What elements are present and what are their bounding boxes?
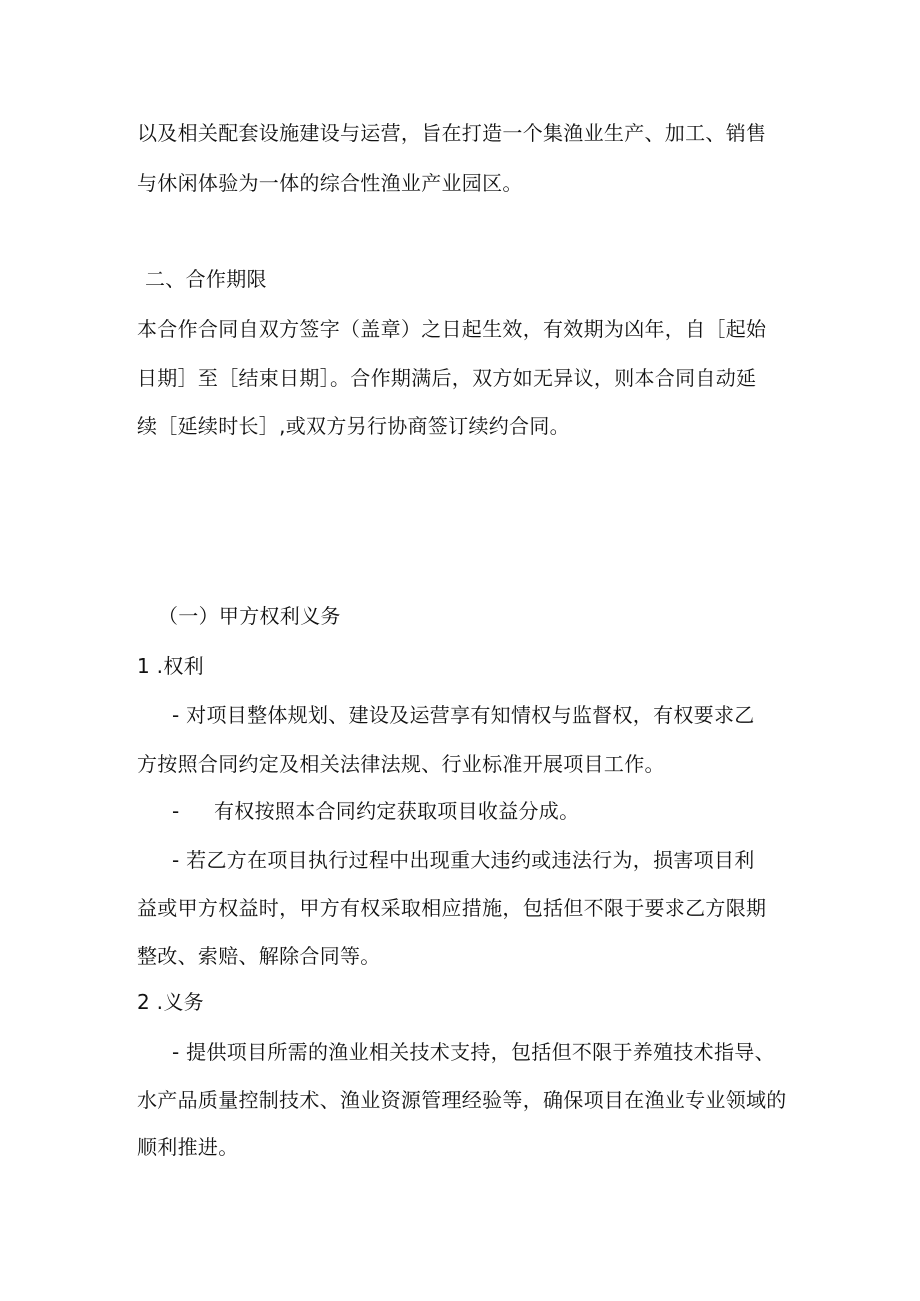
term-paragraph-line-3: 续［延续时长］,或双方另行协商签订续约合同。 xyxy=(137,414,570,438)
rights-item-3-line-3: 整改、索赔、解除合同等。 xyxy=(137,944,381,968)
subsection-heading-party-a: （一）甲方权利义务 xyxy=(158,604,341,628)
rights-item-1-line-1: - 对项目整体规划、建设及运营享有知情权与监督权，有权要求乙 xyxy=(172,703,755,727)
section-heading-term: 二、合作期限 xyxy=(145,267,267,291)
rights-item-2-text: 有权按照本合同约定获取项目收益分成。 xyxy=(214,799,580,823)
rights-item-3-line-2: 益或甲方权益时，甲方有权采取相应措施，包括但不限于要求乙方限期 xyxy=(137,896,767,920)
obligations-item-1-line-2: 水产品质量控制技术、渔业资源管理经验等，确保项目在渔业专业领域的 xyxy=(137,1088,787,1112)
term-paragraph-line-1: 本合作合同自双方签字（盖章）之日起生效，有效期为凶年，自［起始 xyxy=(137,317,767,341)
rights-heading: 1 .权利 xyxy=(137,654,204,678)
rights-item-3-line-1: - 若乙方在项目执行过程中出现重大违约或违法行为，损害项目利 xyxy=(172,848,755,872)
rights-item-1-line-2: 方按照合同约定及相关法律法规、行业标准开展项目工作。 xyxy=(137,752,665,776)
obligations-item-1-line-3: 顺利推进。 xyxy=(137,1135,239,1159)
obligations-heading: 2 .义务 xyxy=(137,990,204,1014)
rights-item-2-dash: - xyxy=(172,799,180,823)
intro-line-2: 与休闲体验为一体的综合性渔业产业园区。 xyxy=(137,171,523,195)
intro-line-1: 以及相关配套设施建设与运营，旨在打造一个集渔业生产、加工、销售 xyxy=(137,121,767,145)
obligations-item-1-line-1: - 提供项目所需的渔业相关技术支持，包括但不限于养殖技术指导、 xyxy=(172,1040,775,1064)
term-paragraph-line-2: 日期］至［结束日期］。合作期满后，双方如无异议，则本合同自动延 xyxy=(137,366,757,390)
